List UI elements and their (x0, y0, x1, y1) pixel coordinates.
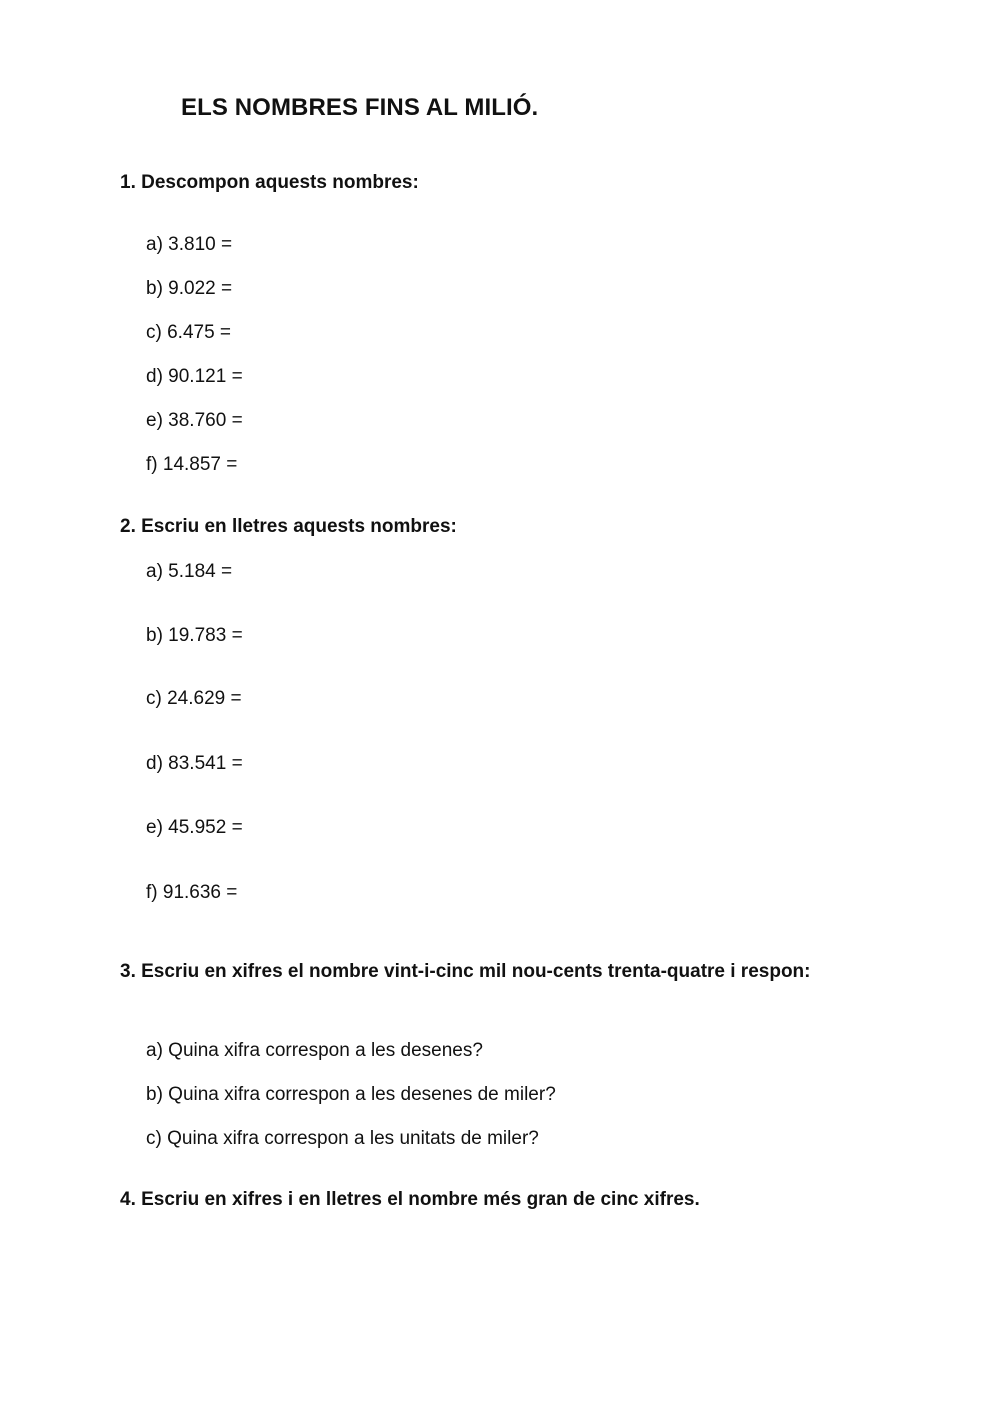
q2-item-c: c) 24.629 = (146, 688, 242, 709)
q2-item-b: b) 19.783 = (146, 625, 243, 646)
question-1-heading: 1. Descompon aquests nombres: (120, 172, 419, 193)
q3-item-c: c) Quina xifra correspon a les unitats de miler? (146, 1128, 539, 1149)
question-2-heading: 2. Escriu en lletres aquests nombres: (120, 516, 457, 537)
q2-item-a: a) 5.184 = (146, 561, 233, 582)
q2-item-d: d) 83.541 = (146, 753, 243, 774)
q1-item-c: c) 6.475 = (146, 322, 232, 343)
page-title: ELS NOMBRES FINS AL MILIÓ. (181, 94, 539, 121)
q2-item-f: f) 91.636 = (146, 882, 238, 903)
q2-item-e: e) 45.952 = (146, 817, 243, 838)
q1-item-a: a) 3.810 = (146, 234, 233, 255)
q1-item-f: f) 14.857 = (146, 454, 238, 475)
q3-item-b: b) Quina xifra correspon a les desenes de miler? (146, 1084, 556, 1105)
q1-item-b: b) 9.022 = (146, 278, 233, 299)
q1-item-d: d) 90.121 = (146, 366, 243, 387)
q3-item-a: a) Quina xifra correspon a les desenes? (146, 1040, 483, 1061)
question-3-heading: 3. Escriu en xifres el nombre vint-i-cinc mil nou-cents trenta-quatre i respon: (120, 961, 811, 982)
question-4-heading: 4. Escriu en xifres i en lletres el nombre més gran de cinc xifres. (120, 1189, 700, 1210)
q1-item-e: e) 38.760 = (146, 410, 243, 431)
